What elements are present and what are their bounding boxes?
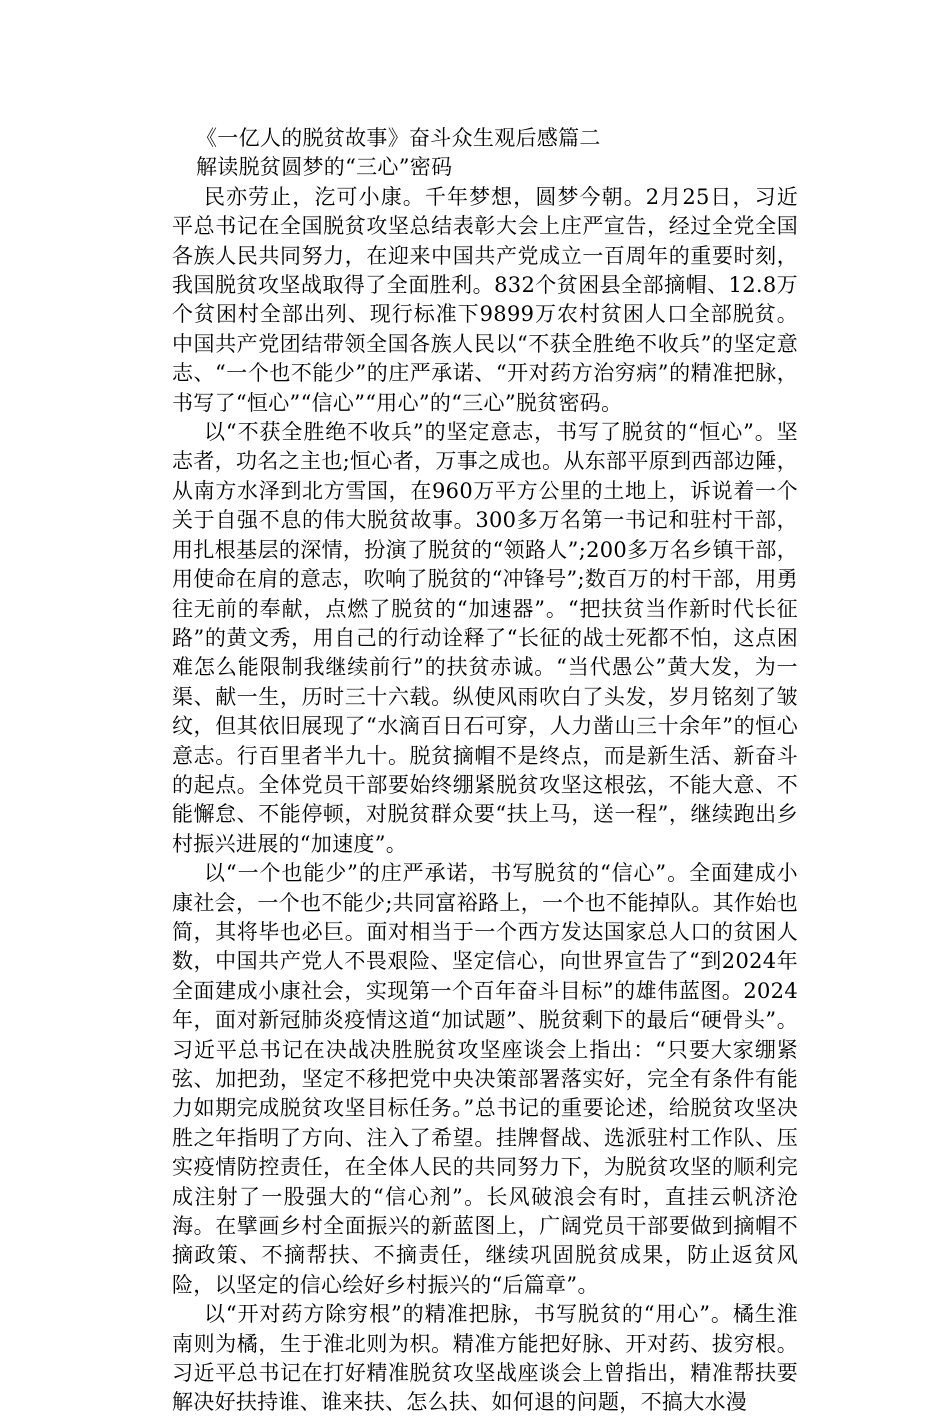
- document-subtitle: 解读脱贫圆梦的“三心”密码: [196, 155, 453, 180]
- document-title: 《一亿人的脱贫故事》奋斗众生观后感篇二: [196, 126, 601, 150]
- paragraph-intro: 民亦劳止，汔可小康。千年梦想，圆梦今朝。2月25日，习近平总书记在全国脱贫攻坚总结表彰大会上庄严宣告，经过全党全国各族人民共同努力，在迎来中国共产党成立一百周年的重要时刻，我国脱贫攻坚战取得了全面胜利。832个贫困县全部摘帽、12.8万个贫困村全部出列、现行标准下9899万农村贫困人口全部脱贫。中国共产党团结带领全国各族人民以“不获全胜绝不收兵”的坚定意志、“一个也不能少”的庄严承诺、“开对药方治穷病”的精准把脉，书写了“恒心”“信心”“用心”的“三心”脱贫密码。: [172, 184, 798, 415]
- paragraph-diligence: 以“开对药方除穷根”的精准把脉，书写脱贫的“用心”。橘生淮南则为橘，生于淮北则为枳。精准方能把好脉、开对药、拔穷根。习近平总书记在打好精准脱贫攻坚战座谈会上曾指出，精准帮扶要解决好扶持谁、谁来扶、怎么扶、如何退的问题，不搞大水漫: [172, 1302, 798, 1415]
- paragraph-perseverance: 以“不获全胜绝不收兵”的坚定意志，书写了脱贫的“恒心”。坚志者，功名之主也;恒心者，万事之成也。从东部平原到西部边陲，从南方水泽到北方雪国，在960万平方公里的土地上，诉说着一个关于自强不息的伟大脱贫故事。300多万名第一书记和驻村干部，用扎根基层的深情，扮演了脱贫的“领路人”;200多万名乡镇干部，用使命在肩的意志，吹响了脱贫的“冲锋号”;数百万的村干部，用勇往无前的奉献，点燃了脱贫的“加速器”。“把扶贫当作新时代长征路”的黄文秀，用自己的行动诠释了“长征的战士死都不怕，这点困难怎么能限制我继续前行”的扶贫赤诚。“当代愚公”黄大发，为一渠、献一生，历时三十六载。纵使风雨吹白了头发，岁月铭刻了皱纹，但其依旧展现了“水滴百日石可穿，人力凿山三十余年”的恒心意志。行百里者半九十。脱贫摘帽不是终点，而是新生活、新奋斗的起点。全体党员干部要始终绷紧脱贫攻坚这根弦，不能大意、不能懈怠、不能停顿，对脱贫群众要“扶上马，送一程”，继续跑出乡村振兴进展的“加速度”。: [172, 420, 798, 856]
- paragraph-confidence: 以“一个也能少”的庄严承诺，书写脱贫的“信心”。全面建成小康社会，一个也不能少;共同富裕路上，一个也不能掉队。其作始也简，其将毕也必巨。面对相当于一个西方发达国家总人口的贫困人数，中国共产党人不畏艰险、坚定信心，向世界宣告了“到2024年全面建成小康社会，实现第一个百年奋斗目标”的雄伟蓝图。2024年，面对新冠肺炎疫情这道“加试题”、脱贫剩下的最后“硬骨头”。习近平总书记在决战决胜脱贫攻坚座谈会上指出：“只要大家绷紧弦、加把劲，坚定不移把党中央决策部署落实好，完全有条件有能力如期完成脱贫攻坚目标任务。”总书记的重要论述，给脱贫攻坚决胜之年指明了方向、注入了希望。挂牌督战、选派驻村工作队、压实疫情防控责任，在全体人民的共同努力下，为脱贫攻坚的顺利完成注射了一股强大的“信心剂”。长风破浪会有时，直挂云帆济沧海。在擘画乡村全面振兴的新蓝图上，广阔党员干部要做到摘帽不摘政策、不摘帮扶、不摘责任，继续巩固脱贫成果，防止返贫风险，以坚定的信心绘好乡村振兴的“后篇章”。: [172, 861, 798, 1297]
- document-body: [172, 124, 798, 1418]
